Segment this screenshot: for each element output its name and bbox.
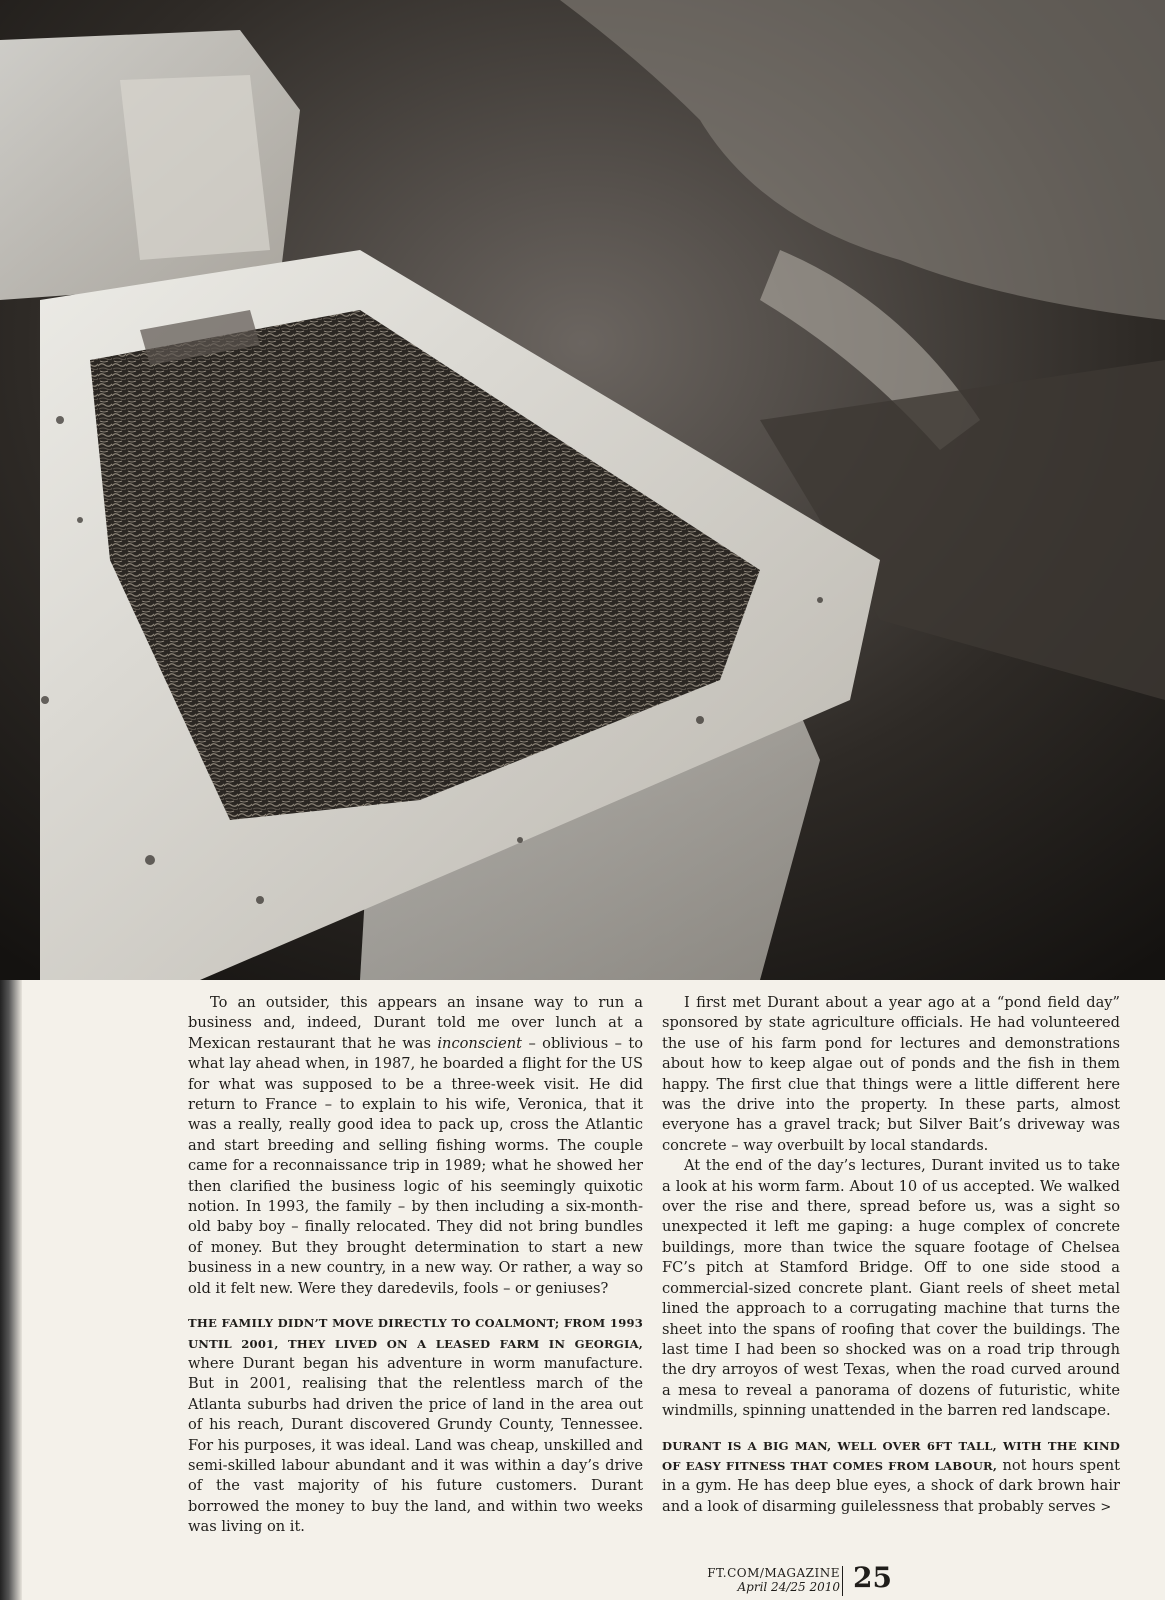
page-footer (690, 1566, 840, 1596)
page-number: 25 (853, 1561, 892, 1594)
paragraph: At the end of the day’s lectures, Durant invited us to take a look at his worm farm. About 10 of us accepted. We walked over the rise and there, spread before us, was a sight so unexpected it left me gaping: a huge complex of concrete buildings, more than twice the square footage of Chelsea FC’s pitch at Stamford Bridge. Off to one side stood a commercial-sized concrete plant. Giant reels of sheet metal lined the approach to a corrugating machine that turns the sheet into the spans of roofing that cover the buildings. The last time I had been so shocked was on a road trip through the dry arroyos of west Texas, when the road curved around a mesa to reveal a panorama of dozens of futuristic, white windmills, spinning unattended in the barren red landscape. (662, 1157, 1120, 1420)
text-run: not hours spent in a gym. He has deep blue eyes, a shock of dark brown hair and a look of disarming guilelessness that probably serves (662, 1456, 1120, 1515)
footer-date: April 24/25 2010 (737, 1580, 840, 1594)
paragraph: I first met Durant about a year ago at a “pond field day” sponsored by state agriculture officials. He had volunteered the use of his farm pond for lectures and demonstrations about how to keep algae out of ponds and the fish in them happy. The first clue that things were a little different here was the drive into the property. In these parts, almost everyone has a gravel track; but Silver Bait’s driveway was concrete – way overbuilt by local standards. (662, 994, 1120, 1154)
section-lead-in: THE FAMILY DIDN’T MOVE DIRECTLY TO COALMONT; FROM 1993 UNTIL 2001, THEY LIVED ON A LEASED FARM IN GEORGIA, (188, 1316, 643, 1351)
paragraph (662, 1436, 1120, 1519)
continue-arrow-icon: > (1100, 1499, 1112, 1515)
paragraph (188, 993, 643, 1299)
section-lead-in: DURANT IS A BIG MAN, WELL OVER 6FT TALL, WITH THE KIND OF EASY FITNESS THAT COMES FROM LABOUR, (662, 1438, 1120, 1473)
italic-word: inconscient (437, 1034, 523, 1052)
footer-site: FT.COM/MAGAZINE (707, 1566, 840, 1580)
text-run: where Durant began his adventure in worm manufacture. But in 2001, realising that the relentless march of the Atlanta suburbs had driven the price of land in the area out of his reach, Durant discovered Grundy County, Tennessee. For his purposes, it was ideal. Land was cheap, unskilled and semi-skilled labour abundant and it was within a day’s drive of the vast majority of his future customers. Durant borrowed the money to buy the land, and within two weeks was living on it. (188, 1354, 643, 1536)
page-edge-shadow (0, 980, 22, 1600)
article-column-right (662, 993, 1120, 1518)
text-run: To an outsider, this appears an insane way to run a business and, indeed, Durant told me over lunch at a Mexican restaurant that he was (188, 994, 643, 1052)
footer-divider (842, 1566, 843, 1596)
text-run: – oblivious – to what lay ahead when, in 1987, he boarded a flight for the US for what was supposed to be a three-week visit. He did return to France – to explain to his wife, Veronica, that it was a really, really good idea to pack up, cross the Atlantic and start breeding and selling fishing worms. The couple came for a reconnaissance trip in 1989; what he showed her then clarified the business logic of his seemingly quixotic notion. In 1993, the family – by then including a six-month-old baby boy – finally relocated. They did not bring bundles of money. But they brought determination to start a new business in a new country, in a new way. Or rather, a way so old it felt new. Were they daredevils, fools – or geniuses? (188, 1034, 644, 1297)
paragraph (188, 1313, 643, 1537)
article-column-left (188, 993, 643, 1538)
